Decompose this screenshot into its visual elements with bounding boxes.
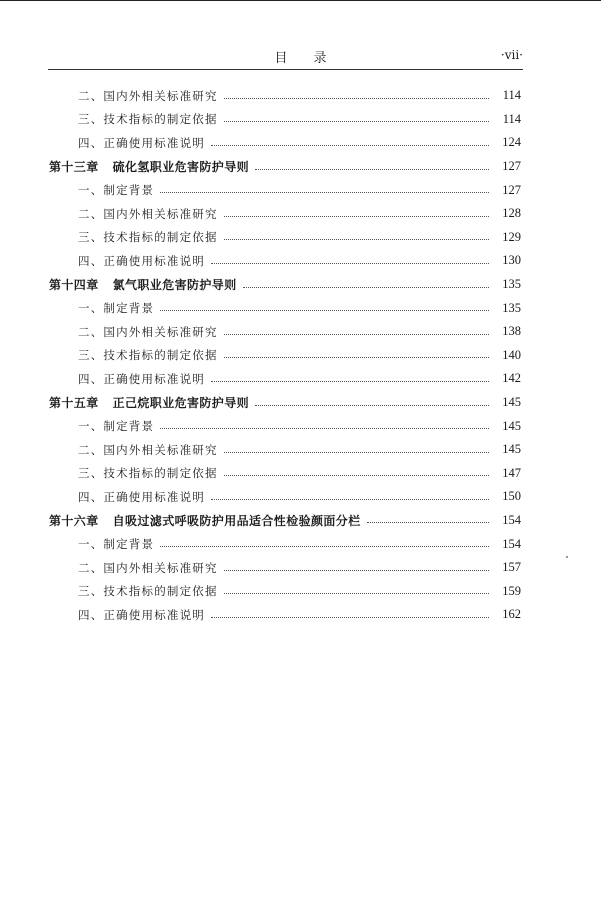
toc-dot-leader bbox=[211, 616, 489, 618]
toc-page-number: 127 bbox=[502, 159, 521, 174]
toc-page-number: 130 bbox=[502, 253, 521, 268]
toc-chapter-number: 第十六章 bbox=[49, 513, 99, 528]
toc-page-number: 138 bbox=[502, 324, 521, 339]
toc-dot-leader bbox=[160, 545, 489, 547]
toc-chapter-entry[interactable] bbox=[0, 509, 601, 533]
toc-page-number: 114 bbox=[502, 88, 521, 103]
toc-page-number: 128 bbox=[502, 206, 521, 221]
toc-section-entry[interactable] bbox=[0, 367, 601, 391]
toc-page-number: 145 bbox=[502, 418, 521, 433]
toc-entry-label: 四、正确使用标准说明 bbox=[78, 371, 205, 386]
toc-dot-leader bbox=[211, 262, 489, 264]
page-title-char-1: 目 bbox=[274, 51, 288, 66]
toc-entry-label: 二、国内外相关标准研究 bbox=[78, 88, 218, 103]
toc-section-entry[interactable] bbox=[0, 131, 601, 155]
toc-section-entry[interactable] bbox=[0, 320, 601, 344]
toc-section-entry[interactable] bbox=[0, 249, 601, 273]
toc-page-number: 162 bbox=[502, 607, 521, 622]
toc-entry-label: 三、技术指标的制定依据 bbox=[78, 466, 218, 481]
toc-entry-label: 四、正确使用标准说明 bbox=[78, 607, 205, 622]
toc-section-entry[interactable] bbox=[0, 603, 601, 627]
toc-entry-label: 一、制定背景 bbox=[78, 301, 155, 316]
toc-dot-leader bbox=[224, 238, 489, 240]
toc-dot-leader bbox=[224, 451, 489, 453]
toc-dot-leader bbox=[211, 144, 489, 146]
toc-dot-leader bbox=[255, 404, 489, 406]
toc-chapter-title: 氯气职业危害防护导则 bbox=[112, 278, 237, 293]
toc-page-number: 129 bbox=[502, 229, 521, 244]
toc-section-entry[interactable] bbox=[0, 226, 601, 250]
toc-chapter-title: 硫化氢职业危害防护导则 bbox=[112, 160, 250, 175]
toc-page-number: 150 bbox=[502, 489, 521, 504]
toc-section-entry[interactable] bbox=[0, 202, 601, 226]
toc-section-entry[interactable] bbox=[0, 84, 601, 108]
table-of-contents bbox=[0, 84, 601, 627]
toc-dot-leader bbox=[211, 380, 489, 382]
toc-dot-leader bbox=[224, 356, 489, 358]
toc-entry-label: 四、正确使用标准说明 bbox=[78, 489, 205, 504]
toc-entry-label: 四、正确使用标准说明 bbox=[78, 253, 205, 268]
toc-dot-leader bbox=[224, 97, 489, 99]
toc-section-entry[interactable] bbox=[0, 178, 601, 202]
toc-section-entry[interactable] bbox=[0, 556, 601, 580]
toc-page-number: 157 bbox=[502, 560, 521, 575]
toc-entry-label: 二、国内外相关标准研究 bbox=[78, 442, 218, 457]
toc-section-entry[interactable] bbox=[0, 108, 601, 132]
toc-dot-leader bbox=[243, 286, 489, 288]
toc-entry-label: 一、制定背景 bbox=[78, 419, 155, 434]
toc-chapter-entry[interactable] bbox=[0, 391, 601, 415]
toc-page-number: 124 bbox=[502, 135, 521, 150]
toc-page-number: 114 bbox=[502, 111, 521, 126]
toc-dot-leader bbox=[255, 168, 489, 170]
toc-chapter-number: 第十四章 bbox=[49, 278, 99, 293]
toc-dot-leader bbox=[224, 333, 489, 335]
toc-page-number: 135 bbox=[502, 277, 521, 292]
header-rule bbox=[48, 69, 523, 70]
toc-dot-leader bbox=[211, 498, 489, 500]
toc-entry-label: 四、正确使用标准说明 bbox=[78, 135, 205, 150]
toc-section-entry[interactable] bbox=[0, 344, 601, 368]
toc-page-number: 127 bbox=[502, 182, 521, 197]
toc-entry-label: 二、国内外相关标准研究 bbox=[78, 560, 218, 575]
toc-page-number: 154 bbox=[502, 512, 521, 527]
toc-dot-leader bbox=[224, 569, 489, 571]
toc-entry-label bbox=[49, 394, 249, 411]
toc-dot-leader bbox=[224, 474, 489, 476]
toc-entry-label: 二、国内外相关标准研究 bbox=[78, 206, 218, 221]
toc-chapter-title: 正己烷职业危害防护导则 bbox=[112, 396, 250, 411]
toc-chapter-entry[interactable] bbox=[0, 273, 601, 297]
toc-section-entry[interactable] bbox=[0, 532, 601, 556]
toc-section-entry[interactable] bbox=[0, 579, 601, 603]
toc-dot-leader bbox=[224, 592, 489, 594]
page-number: ·vii· bbox=[500, 48, 523, 62]
toc-section-entry[interactable] bbox=[0, 414, 601, 438]
toc-entry-label bbox=[49, 158, 249, 175]
toc-dot-leader bbox=[367, 521, 489, 523]
scan-top-border bbox=[0, 0, 601, 1]
toc-entry-label: 三、技术指标的制定依据 bbox=[78, 348, 218, 363]
toc-dot-leader bbox=[160, 309, 489, 311]
toc-page-number: 140 bbox=[502, 347, 521, 362]
toc-page-number: 147 bbox=[502, 465, 521, 480]
toc-page-number: 145 bbox=[502, 395, 521, 410]
scan-speck bbox=[566, 556, 568, 558]
toc-page-number: 135 bbox=[502, 300, 521, 315]
toc-entry-label bbox=[49, 512, 361, 529]
toc-entry-label: 三、技术指标的制定依据 bbox=[78, 230, 218, 245]
toc-entry-label: 一、制定背景 bbox=[78, 537, 155, 552]
toc-chapter-entry[interactable] bbox=[0, 155, 601, 179]
toc-chapter-number: 第十三章 bbox=[49, 160, 99, 175]
toc-dot-leader bbox=[160, 191, 489, 193]
toc-section-entry[interactable] bbox=[0, 462, 601, 486]
toc-section-entry[interactable] bbox=[0, 296, 601, 320]
toc-section-entry[interactable] bbox=[0, 485, 601, 509]
toc-section-entry[interactable] bbox=[0, 438, 601, 462]
toc-chapter-number: 第十五章 bbox=[49, 396, 99, 411]
toc-page-number: 159 bbox=[502, 583, 521, 598]
toc-dot-leader bbox=[224, 215, 489, 217]
page-title-char-2: 录 bbox=[313, 51, 327, 66]
toc-page-number: 142 bbox=[502, 371, 521, 386]
toc-page-number: 154 bbox=[502, 536, 521, 551]
toc-chapter-title: 自吸过滤式呼吸防护用品适合性检验颜面分栏 bbox=[112, 513, 361, 528]
toc-entry-label bbox=[49, 276, 237, 293]
toc-dot-leader bbox=[160, 427, 489, 429]
toc-dot-leader bbox=[224, 120, 489, 122]
toc-entry-label: 二、国内外相关标准研究 bbox=[78, 324, 218, 339]
toc-entry-label: 一、制定背景 bbox=[78, 183, 155, 198]
toc-page-number: 145 bbox=[502, 442, 521, 457]
toc-entry-label: 三、技术指标的制定依据 bbox=[78, 584, 218, 599]
toc-entry-label: 三、技术指标的制定依据 bbox=[78, 112, 218, 127]
